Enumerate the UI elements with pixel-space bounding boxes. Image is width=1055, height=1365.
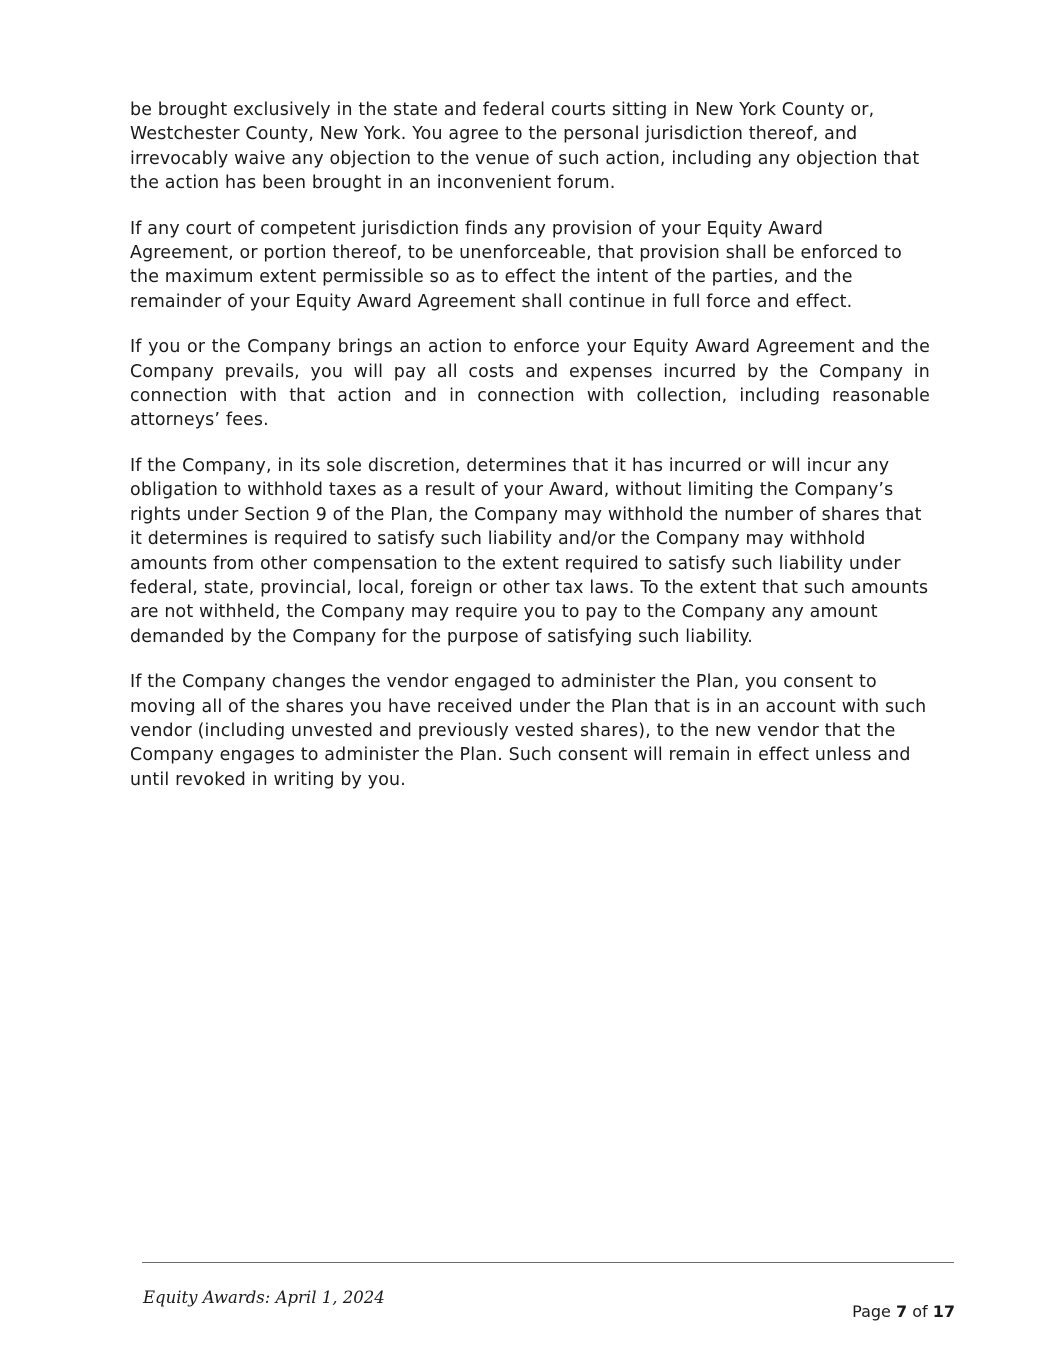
- paragraph-4: If the Company, in its sole discretion, determines that it has incurred or will incur any obligation to withhold taxes as a result of your Award, without limiting the Company’s rights under Section 9 of the Plan, the Company may withhold the number of shares that it determines is required to satisfy such liability and/or the Company may withhold amounts from other compensation to the extent required to satisfy such liability under federal, state, provincial, local, foreign or other tax laws. To the extent that such amounts are not withheld, the Company may require you to pay to the Company any amount demanded by the Company for the purpose of satisfying such liability.: [130, 455, 929, 647]
- paragraph-5: If the Company changes the vendor engaged to administer the Plan, you consent to moving all of the shares you have received under the Plan that is in an account with such vendor (including unvested and previously vested shares), to the new vendor that the Company engages to administer the Plan. Such consent will remain in effect unless and until revoked in writing by you.: [130, 672, 927, 790]
- footer-of-word: of: [912, 1302, 928, 1321]
- footer-divider: [142, 1262, 954, 1263]
- page-body: [130, 98, 930, 813]
- footer-page-indicator: [852, 1302, 955, 1321]
- paragraph-1: be brought exclusively in the state and federal courts sitting in New York County or, Westchester County, New York. You agree to the personal jurisdiction thereof, and irrevocably waive any objection to the venue of such action, including any objection that the action has been brought in an inconvenient forum.: [130, 100, 920, 194]
- paragraph-2: If any court of competent jurisdiction finds any provision of your Equity Award Agreement, or portion thereof, to be unenforceable, that provision shall be enforced to the maximum extent permissible so as to effect the intent of the parties, and the remainder of your Equity Award Agreement shall continue in full force and effect.: [130, 218, 902, 312]
- footer-current-page: 7: [895, 1302, 908, 1321]
- footer-document-label: Equity Awards: April 1, 2024: [143, 1288, 385, 1307]
- footer-total-pages: 17: [932, 1302, 955, 1321]
- paragraph-3: If you or the Company brings an action to enforce your Equity Award Agreement and the Company prevails, you will pay all costs and expenses incurred by the Company in connection with that action and in connection with collection, including reasonable attorneys’ fees.: [130, 337, 930, 431]
- footer-page-word: Page: [852, 1302, 891, 1321]
